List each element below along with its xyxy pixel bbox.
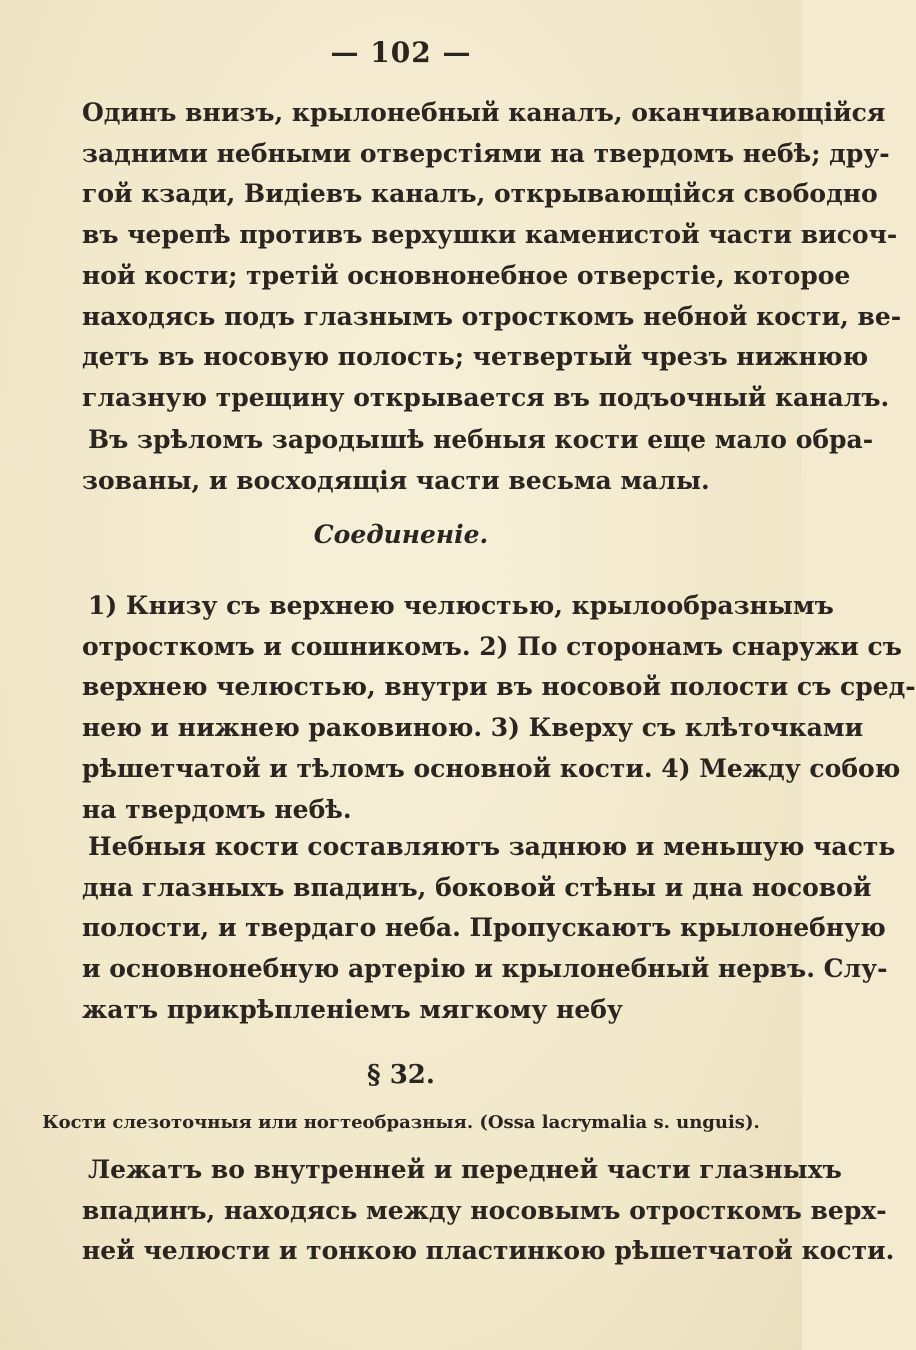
text-line: Небныя кости составляютъ заднюю и меньшую часть — [88, 832, 896, 861]
text-line: въ черепѣ противъ верхушки каменистой части височ- — [82, 220, 898, 250]
text-line: нею и нижнею раковиною. 3) Кверху съ клѣточками — [82, 713, 864, 743]
text-line: полости, и твердаго неба. Пропускаютъ крылонебную — [82, 913, 886, 943]
text-line: рѣшетчатой и тѣломъ основной кости. 4) Между собою — [82, 753, 901, 783]
text-line: находясь подъ глазнымъ отросткомъ небной кости, ве- — [82, 301, 902, 331]
text-line: верхнею челюстью, внутри въ носовой полости съ сред- — [82, 672, 916, 702]
page-number: — 102 — — [330, 36, 472, 69]
heading-connection: Соединеніе. — [313, 520, 489, 549]
paragraph-composition — [82, 827, 896, 1031]
text-line: Одинъ внизъ, крылонебный каналъ, оканчивающійся — [82, 98, 886, 127]
text-line: глазную трещину открывается въ подъочный каналъ. — [82, 382, 890, 412]
text-line: на твердомъ небѣ. — [82, 794, 352, 824]
text-line: отросткомъ и сошникомъ. 2) По сторонамъ снаружи съ — [82, 631, 902, 661]
paragraph-canals — [82, 93, 902, 419]
text-line: ной кости; третій основнонебное отверстіе, которое — [82, 260, 851, 290]
text-line: детъ въ носовую полость; четвертый чрезъ нижнюю — [82, 342, 869, 372]
text-line: задними небными отверстіями на твердомъ небѣ; дру- — [82, 138, 890, 168]
text-line: Въ зрѣломъ зародышѣ небныя кости еще мало обра- — [88, 425, 874, 454]
text-line: жатъ прикрѣпленіемъ мягкому небу — [82, 994, 623, 1024]
text-line: и основнонебную артерію и крылонебный нервъ. Слу- — [82, 954, 888, 984]
text-line: 1) Книзу съ верхнею челюстью, крылообразнымъ — [88, 591, 834, 620]
text-line: ней челюсти и тонкою пластинкою рѣшетчатой кости. — [82, 1236, 895, 1266]
text-line: гой кзади, Видіевъ каналъ, открывающійся свободно — [82, 179, 878, 209]
text-line: зованы, и восходящія части весьма малы. — [82, 465, 710, 495]
text-line: Лежатъ во внутренней и передней части глазныхъ — [88, 1155, 842, 1184]
paragraph-lacrimal — [82, 1150, 895, 1272]
paragraph-connections — [82, 586, 916, 830]
bone-title: Кости слезоточныя или ногтеобразныя. (Ossa lacrymalia s. unguis). — [42, 1112, 760, 1133]
text-line: дна глазныхъ впадинъ, боковой стѣны и дна носовой — [82, 872, 872, 902]
section-mark: § 32. — [367, 1060, 435, 1090]
paragraph-embryo — [82, 420, 874, 501]
text-line: впадинъ, находясь между носовымъ отросткомъ верх- — [82, 1195, 887, 1225]
